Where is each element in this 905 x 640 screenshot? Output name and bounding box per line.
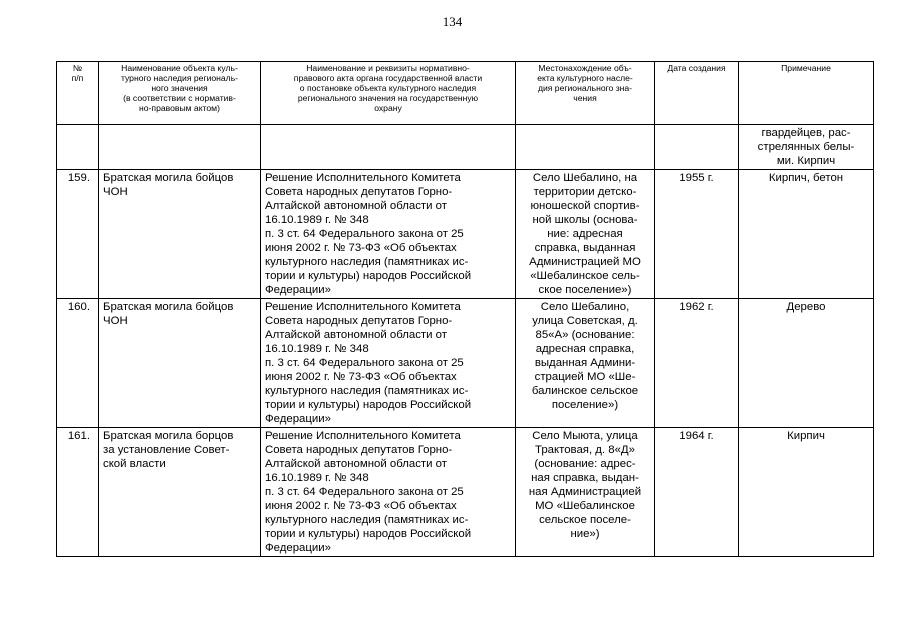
cell-note: Кирпич (739, 428, 874, 557)
cell-empty (99, 125, 261, 170)
cell-note: Кирпич, бетон (739, 170, 874, 299)
cell-empty (655, 125, 739, 170)
cell-creation-date: 1962 г. (655, 299, 739, 428)
table-row (57, 299, 874, 428)
cell-note-continuation: гвардейцев, рас- стрелянных белы- ми. Кирпич (739, 125, 874, 170)
cell-object-name: Братская могила бойцов ЧОН (99, 170, 261, 299)
table-row-continuation (57, 125, 874, 170)
table-row (57, 428, 874, 557)
header-creation-date: Дата создания (655, 62, 739, 125)
cell-note: Дерево (739, 299, 874, 428)
cell-number: 160. (57, 299, 99, 428)
cell-location: Село Шебалино, на территории детско- юношеской спортив- ной школы (основа- ние: адресная справка, выданная Администрацией МО «Шебалинское сель- ское поселение») (516, 170, 655, 299)
header-legal-act: Наименование и реквизиты нормативно- правового акта органа государственной власти о постановке объекта культурного наследия регионального значения на государственную охрану (261, 62, 516, 125)
header-number: № п/п (57, 62, 99, 125)
heritage-registry-table (56, 61, 874, 557)
cell-legal-act: Решение Исполнительного Комитета Совета народных депутатов Горно- Алтайской автономной области от 16.10.1989 г. № 348 п. 3 ст. 64 Федерального закона от 25 июня 2002 г. № 73-ФЗ «Об объектах культурного наследия (памятниках ис- тории и культуры) народов Российской Федерации» (261, 299, 516, 428)
table-row (57, 170, 874, 299)
cell-empty (516, 125, 655, 170)
cell-creation-date: 1964 г. (655, 428, 739, 557)
cell-empty (57, 125, 99, 170)
cell-location: Село Шебалино, улица Советская, д. 85«А» (основание: адресная справка, выданная Админи- страцией МО «Ше- балинское сельское поселение») (516, 299, 655, 428)
table-header-row (57, 62, 874, 125)
cell-legal-act: Решение Исполнительного Комитета Совета народных депутатов Горно- Алтайской автономной области от 16.10.1989 г. № 348 п. 3 ст. 64 Федерального закона от 25 июня 2002 г. № 73-ФЗ «Об объектах культурного наследия (памятниках ис- тории и культуры) народов Российской Федерации» (261, 428, 516, 557)
header-note: Примечание (739, 62, 874, 125)
cell-creation-date: 1955 г. (655, 170, 739, 299)
cell-number: 161. (57, 428, 99, 557)
cell-object-name: Братская могила бойцов ЧОН (99, 299, 261, 428)
cell-empty (261, 125, 516, 170)
cell-number: 159. (57, 170, 99, 299)
page-number: 134 (442, 14, 463, 29)
cell-legal-act: Решение Исполнительного Комитета Совета народных депутатов Горно- Алтайской автономной области от 16.10.1989 г. № 348 п. 3 ст. 64 Федерального закона от 25 июня 2002 г. № 73-ФЗ «Об объектах культурного наследия (памятниках ис- тории и культуры) народов Российской Федерации» (261, 170, 516, 299)
cell-object-name: Братская могила борцов за установление Совет- ской власти (99, 428, 261, 557)
cell-location: Село Мыюта, улица Трактовая, д. 8«Д» (основание: адрес- ная справка, выдан- ная Администрацией МО «Шебалинское сельское поселе- ние») (516, 428, 655, 557)
header-location: Местонахождение объ- екта культурного насле- дия регионального зна- чения (516, 62, 655, 125)
header-object-name: Наименование объекта куль- турного наследия региональ- ного значения (в соответствии с норматив- но-правовым актом) (99, 62, 261, 125)
